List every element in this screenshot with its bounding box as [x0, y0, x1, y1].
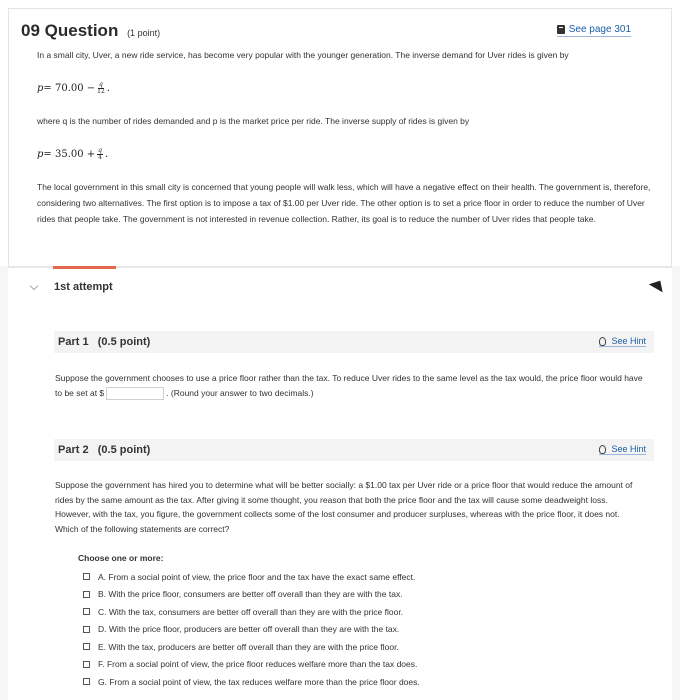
chevron-down-icon[interactable]: [30, 282, 38, 290]
part2-title: [58, 444, 150, 456]
question-label: Question: [44, 21, 119, 40]
checkbox[interactable]: [83, 626, 90, 633]
eq-numerator: q: [99, 81, 103, 88]
attempt-title[interactable]: 1st attempt: [54, 281, 113, 293]
option-b[interactable]: [83, 586, 420, 604]
option-d[interactable]: [83, 621, 420, 639]
attempt-tab-indicator: [53, 266, 116, 269]
option-e[interactable]: [83, 638, 420, 656]
part2-header: [54, 439, 654, 461]
eq-text: = 70.00 −: [43, 83, 96, 94]
part2-question: Suppose the government has hired you to determine what will be better socially: a $1.00 tax per Uver ride or a price floor that would reduce the amount of rides by the same amount as the tax. After giving it some thought, you reason that both the price floor and the tax will cause some deadweight loss. However, with the tax, you figure, the government collects some of the lost consumer and producer surpluses, whereas with the price floor, it does not. Which of the following statements are correct?: [55, 480, 633, 534]
question-title: [21, 21, 160, 41]
option-label: A. From a social point of view, the price floor and the tax have the exact same effect.: [98, 571, 416, 582]
option-c[interactable]: [83, 603, 420, 621]
see-page-label: See page 301: [568, 24, 631, 35]
part1-hint-link[interactable]: [599, 336, 646, 347]
part2-hint-link[interactable]: [599, 444, 646, 455]
part2-points: (0.5 point): [97, 444, 151, 456]
attempt-panel: [8, 266, 672, 700]
eq-numerator: q: [98, 147, 102, 154]
part1-text-before: Suppose the government chooses to use a price floor rather than the tax. To reduce Uver rides to the same level as the tax would, the price floor would have to be set at $: [55, 373, 643, 398]
option-label: C. With the tax, consumers are better off overall than they are with the price floor.: [98, 606, 404, 617]
lightbulb-icon: [599, 445, 606, 454]
option-label: D. With the price floor, producers are better off overall than they are with the tax.: [98, 624, 400, 635]
demand-equation: [37, 82, 110, 95]
see-page-link[interactable]: [557, 24, 631, 37]
checkbox[interactable]: [83, 591, 90, 598]
hint-label: See Hint: [611, 444, 646, 454]
part1-label: Part 1: [58, 336, 89, 348]
eq-fraction: [97, 148, 103, 161]
supply-equation: [37, 148, 108, 161]
eq-denominator: 12: [97, 88, 105, 95]
part1-points: (0.5 point): [97, 336, 151, 348]
eq-text: = 35.00 +: [43, 149, 96, 160]
part1-title: [58, 336, 150, 348]
eq-lhs: p: [37, 149, 44, 160]
question-card: [8, 8, 672, 266]
eq-denominator: 4: [98, 154, 102, 161]
part2-label: Part 2: [58, 444, 89, 456]
eq-lhs: p: [37, 83, 44, 94]
eq-fraction: [97, 82, 105, 95]
checkbox[interactable]: [83, 608, 90, 615]
option-label: E. With the tax, producers are better off overall than they are with the price floor.: [98, 641, 399, 652]
question-number: 09: [21, 21, 40, 40]
question-intro: In a small city, Uver, a new ride service, has become very popular with the younger generation. The inverse demand for Uver rides is given by: [37, 50, 569, 60]
checkbox[interactable]: [83, 661, 90, 668]
checkbox[interactable]: [83, 678, 90, 685]
checkbox[interactable]: [83, 573, 90, 580]
part1-header: [54, 331, 654, 353]
eq-end: .: [105, 149, 109, 160]
part1-text-after: . (Round your answer to two decimals.): [166, 387, 314, 398]
part1-question: [55, 371, 645, 400]
option-f[interactable]: [83, 656, 420, 674]
lightbulb-icon: [599, 337, 606, 346]
question-points: (1 point): [127, 28, 161, 38]
book-icon: [557, 25, 565, 34]
choose-label: Choose one or more:: [78, 553, 164, 563]
pin-icon[interactable]: [649, 277, 667, 293]
option-label: F. From a social point of view, the price floor reduces welfare more than the tax does.: [98, 659, 418, 670]
hint-label: See Hint: [611, 336, 646, 346]
question-body: The local government in this small city is concerned that young people will walk less, which will have a negative effect on their health. The government is, therefore, considering two alternatives. The first option is to impose a tax of $1.00 per Uver ride. The other option is to set a price floor in order to reduce the number of Uver rides that people take. The government is not interested in revenue collection. Rather, its goal is to reduce the number of Uver rides that people take.: [37, 182, 651, 224]
option-a[interactable]: [83, 568, 420, 586]
option-label: G. From a social point of view, the tax reduces welfare more than the price floor does.: [98, 676, 420, 687]
options-list: [83, 568, 420, 691]
eq-end: .: [106, 83, 110, 94]
checkbox[interactable]: [83, 643, 90, 650]
option-g[interactable]: [83, 673, 420, 691]
price-floor-input[interactable]: [106, 387, 164, 400]
question-mid-text: where q is the number of rides demanded and p is the market price per ride. The inverse supply of rides is given by: [37, 116, 470, 126]
option-label: B. With the price floor, consumers are better off overall than they are with the tax.: [98, 589, 403, 600]
